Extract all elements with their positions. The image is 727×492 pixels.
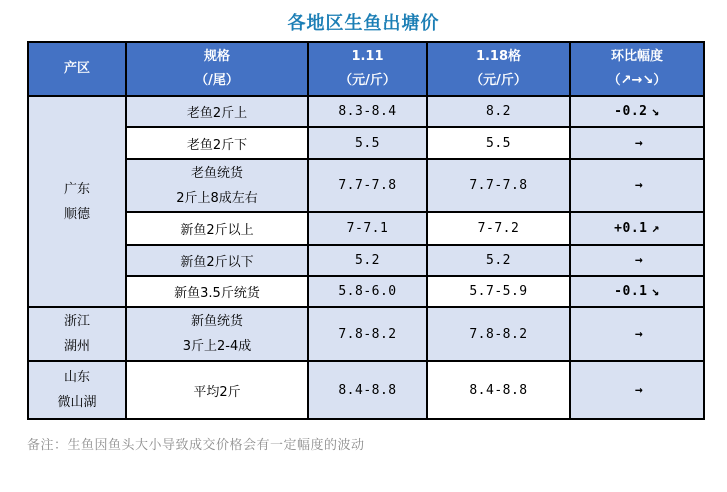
- change-cell: [570, 245, 704, 276]
- change-value: -0.2: [614, 104, 648, 119]
- trend-flat-arrow-icon: →: [634, 253, 644, 268]
- trend-down-arrow-icon: ↘: [651, 284, 660, 299]
- header-spec-line1: 规格: [203, 49, 230, 64]
- change-value: -0.1: [614, 284, 648, 299]
- price-1-18-cell: 7.8-8.2: [427, 307, 570, 361]
- change-value: +0.1: [614, 221, 648, 236]
- header-date1-line1: 1.11: [351, 49, 384, 64]
- table-row: [28, 245, 704, 276]
- spec-line2: 3斤上2-4成: [182, 339, 252, 354]
- change-cell: [570, 127, 704, 159]
- price-1-11-cell: 5.8-6.0: [308, 276, 427, 307]
- spec-cell: 老鱼2斤下: [126, 127, 308, 159]
- change-cell: [570, 212, 704, 245]
- change-cell: [570, 276, 704, 307]
- change-cell: [570, 159, 704, 212]
- trend-flat-arrow-icon: →: [634, 326, 644, 342]
- price-1-11-cell: 7.7-7.8: [308, 159, 427, 212]
- price-1-11-cell: 7.8-8.2: [308, 307, 427, 361]
- table-row: [28, 307, 704, 361]
- region-line2: 湖州: [63, 339, 90, 354]
- table-row: [28, 159, 704, 212]
- spec-line1: 老鱼统货: [190, 165, 243, 181]
- change-cell: [570, 96, 704, 127]
- trend-flat-arrow-icon: →: [634, 382, 644, 398]
- price-1-11-cell: 5.2: [308, 245, 427, 276]
- region-line2: 顺德: [63, 206, 90, 222]
- price-1-11-cell: 5.5: [308, 127, 427, 159]
- header-date2-line2: （元/斤）: [470, 73, 527, 88]
- header-date2: [427, 42, 570, 96]
- price-1-11-cell: 8.3-8.4: [308, 96, 427, 127]
- spec-cell: 新鱼3.5斤统货: [126, 276, 308, 307]
- header-change-line1: 环比幅度: [610, 49, 663, 64]
- region-line1: 山东: [63, 370, 90, 385]
- price-1-18-cell: 8.2: [427, 96, 570, 127]
- header-change-line2: （↗→↘）: [607, 73, 667, 88]
- table-row: [28, 212, 704, 245]
- header-region: [28, 42, 126, 96]
- spec-cell: 平均2斤: [126, 361, 308, 419]
- trend-flat-arrow-icon: →: [634, 135, 644, 151]
- change-cell: [570, 307, 704, 361]
- table-row: [28, 127, 704, 159]
- region-line1: 浙江: [63, 314, 90, 329]
- price-1-11-cell: 7-7.1: [308, 212, 427, 245]
- header-date1-line2: （元/斤）: [339, 73, 396, 88]
- region-line2: 微山湖: [57, 395, 97, 410]
- price-1-18-cell: 7-7.2: [427, 212, 570, 245]
- spec-cell: 老鱼2斤上: [126, 96, 308, 127]
- table-row: [28, 361, 704, 419]
- header-spec: [126, 42, 308, 96]
- price-1-18-cell: 5.5: [427, 127, 570, 159]
- price-1-18-cell: 7.7-7.8: [427, 159, 570, 212]
- header-row: [28, 42, 704, 96]
- header-date2-line1: 1.18格: [475, 49, 522, 64]
- table-row: [28, 276, 704, 307]
- spec-cell: [126, 159, 308, 212]
- price-1-11-cell: 8.4-8.8: [308, 361, 427, 419]
- spec-cell: [126, 307, 308, 361]
- price-1-18-cell: 8.4-8.8: [427, 361, 570, 419]
- fish-price-table: [27, 41, 705, 420]
- header-spec-line2: （/尾）: [195, 73, 239, 88]
- trend-up-arrow-icon: ↗: [651, 221, 660, 236]
- change-cell: [570, 361, 704, 419]
- price-1-18-cell: 5.7-5.9: [427, 276, 570, 307]
- spec-line2: 2斤上8成左右: [176, 190, 258, 206]
- spec-cell: 新鱼2斤以下: [126, 245, 308, 276]
- region-cell-zhejiang-huzhou: [28, 307, 126, 361]
- footnote: 备注：生鱼因鱼头大小导致成交价格会有一定幅度的波动: [27, 438, 365, 453]
- header-date1: [308, 42, 427, 96]
- region-cell-guangdong-shunde: [28, 96, 126, 307]
- table-row: [28, 96, 704, 127]
- spec-cell: 新鱼2斤以上: [126, 212, 308, 245]
- region-line1: 广东: [63, 181, 90, 197]
- trend-down-arrow-icon: ↘: [651, 104, 660, 119]
- header-region-label: 产区: [63, 61, 90, 76]
- price-1-18-cell: 5.2: [427, 245, 570, 276]
- page-title: 各地区生鱼出塘价: [287, 13, 440, 34]
- spec-line1: 新鱼统货: [190, 314, 243, 329]
- region-cell-shandong-weishanhu: [28, 361, 126, 419]
- header-change: [570, 42, 704, 96]
- trend-flat-arrow-icon: →: [634, 178, 644, 193]
